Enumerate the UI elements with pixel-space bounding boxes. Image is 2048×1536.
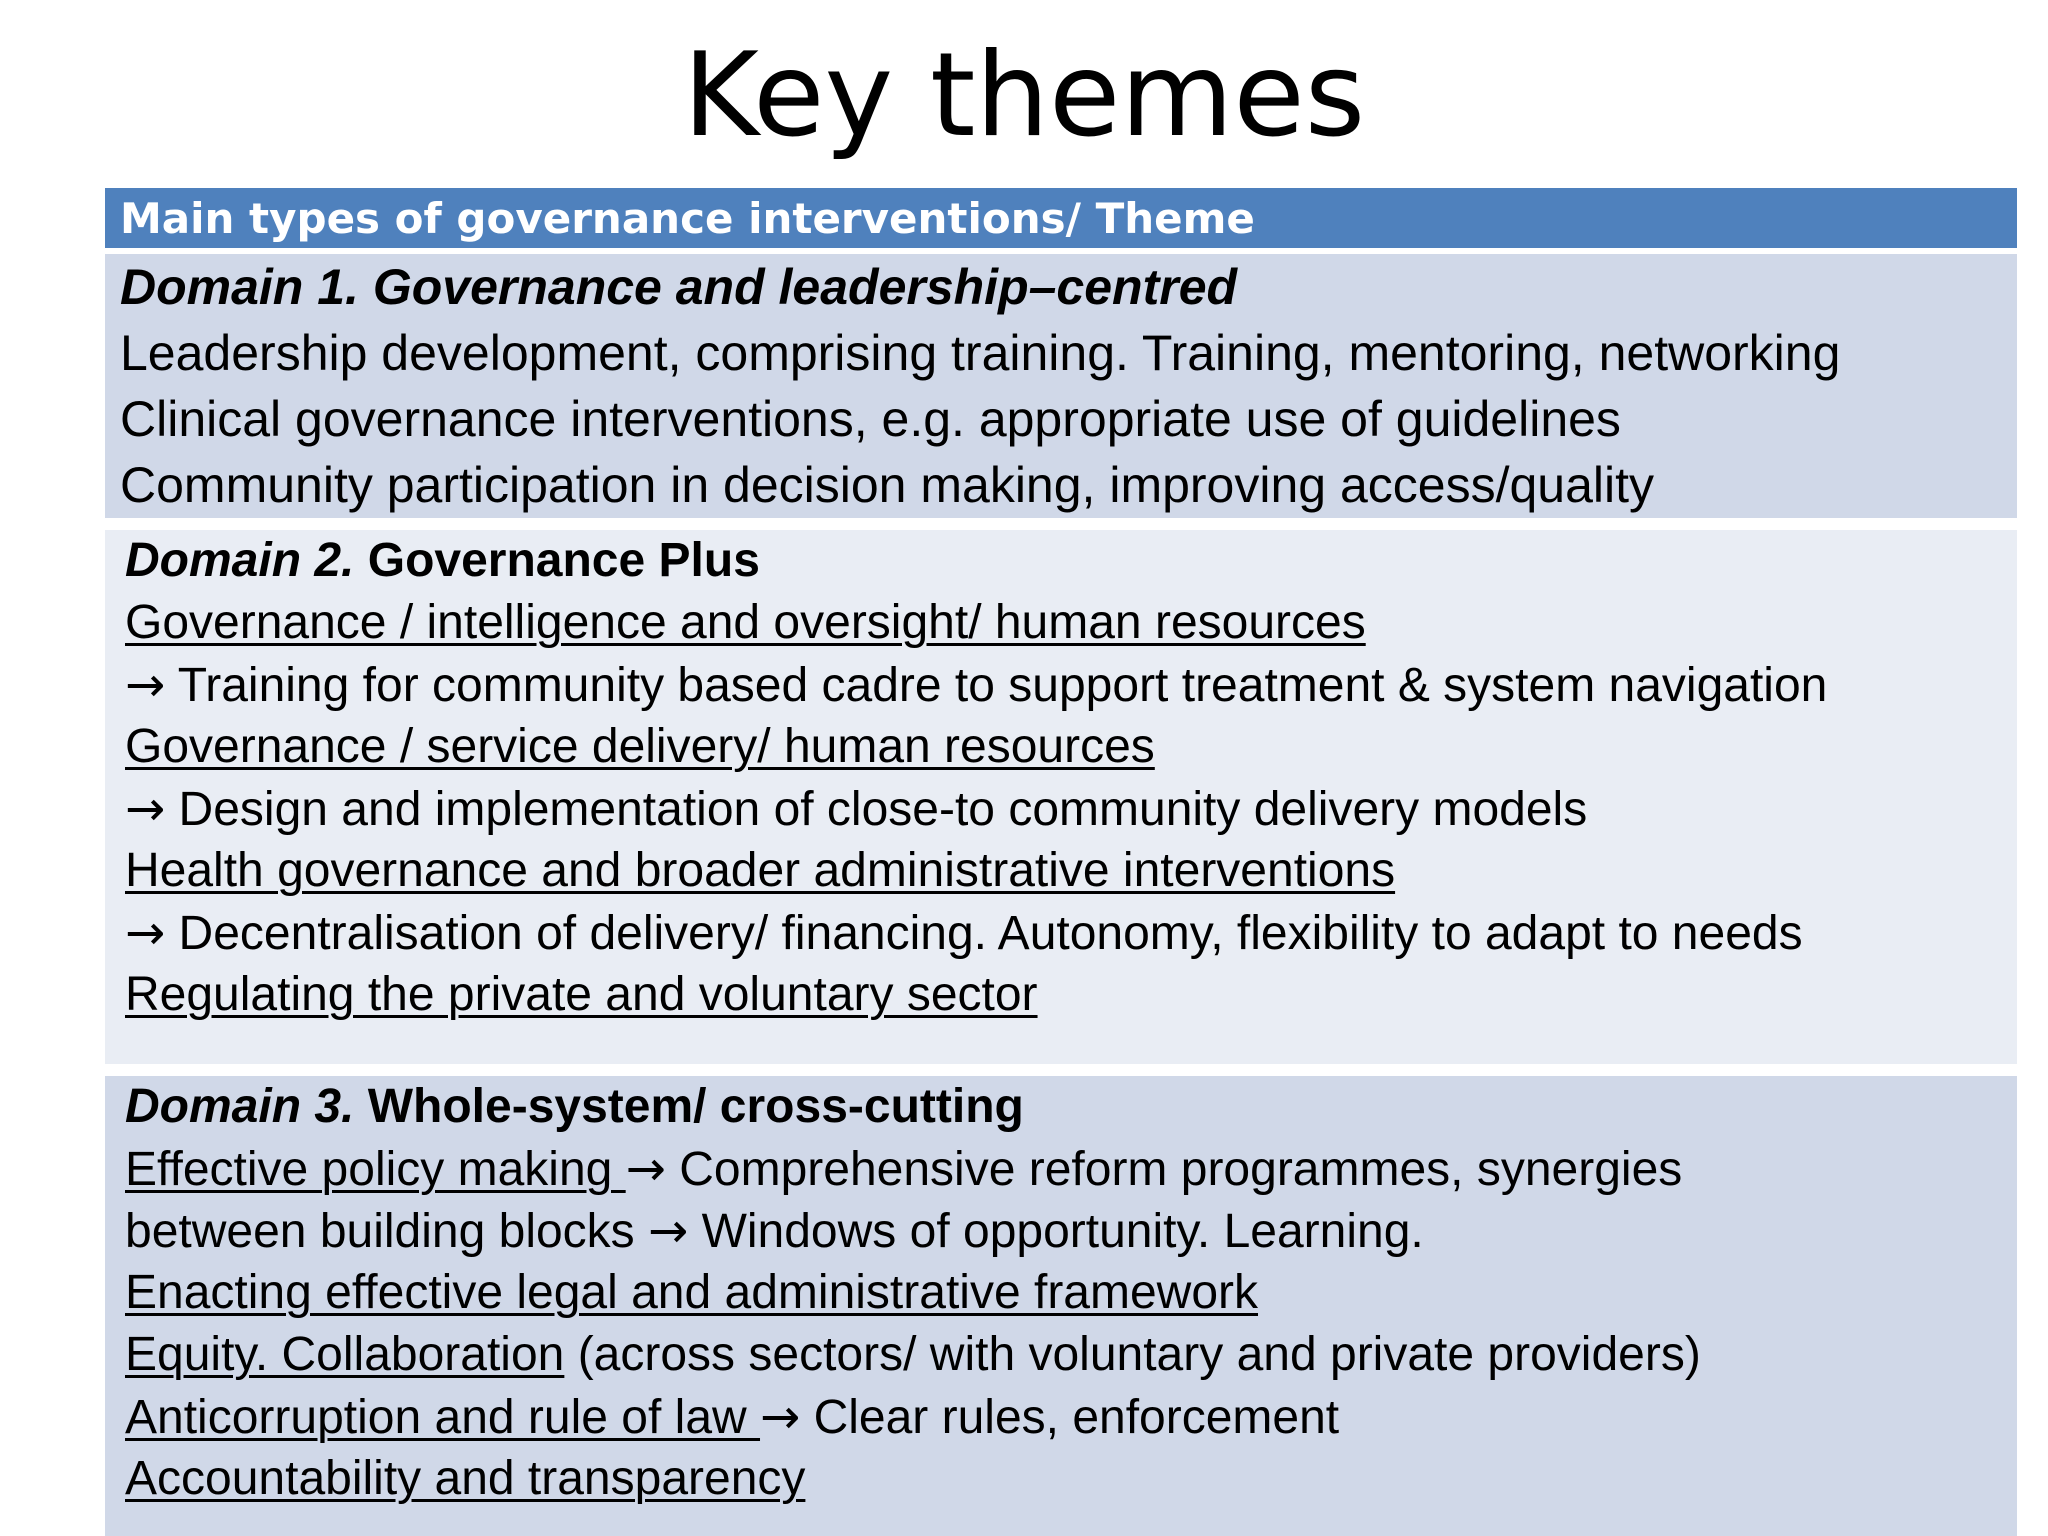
slide-title: Key themes xyxy=(682,28,1366,163)
domain-1-line-3: Community participation in decision making, improving access/quality xyxy=(120,457,1655,513)
theme-regulating-sector: Regulating the private and voluntary sector xyxy=(125,968,1038,1021)
theme-service-delivery: Governance / service delivery/ human resources xyxy=(125,720,1155,773)
domain-2-theme-4 xyxy=(125,964,2017,1026)
domain-3-legal-line xyxy=(125,1262,2017,1324)
theme-accountability: Accountability and transparency xyxy=(125,1452,806,1505)
arrow-icon: → xyxy=(125,657,166,713)
detail-reform-programmes: Comprehensive reform programmes, synergies xyxy=(665,1143,1683,1196)
detail-windows-opportunity: Windows of opportunity. Learning. xyxy=(688,1205,1424,1258)
arrow-icon: → xyxy=(760,1389,801,1445)
arrow-icon: → xyxy=(125,781,166,837)
domain-1-line-1: Leadership development, comprising training. Training, mentoring, networking xyxy=(120,325,1841,381)
arrow-icon: → xyxy=(125,905,166,961)
domain-1-heading: Domain 1. Governance and leadership–centred xyxy=(120,259,1238,315)
detail-across-sectors: (across sectors/ with voluntary and private providers) xyxy=(564,1328,1701,1381)
domain-2-heading xyxy=(125,530,2017,592)
detail-decentralisation: Decentralisation of delivery/ financing. Autonomy, flexibility to adapt to needs xyxy=(165,907,1803,960)
domain-3-heading xyxy=(125,1076,2017,1138)
theme-policy-making: Effective policy making xyxy=(125,1143,626,1196)
domain-1-line-2: Clinical governance interventions, e.g. appropriate use of guidelines xyxy=(120,391,1621,447)
domain-2-detail-1 xyxy=(125,654,2017,716)
theme-intelligence-oversight: Governance / intelligence and oversight/ human resources xyxy=(125,596,1366,649)
detail-building-blocks: between building blocks xyxy=(125,1205,649,1258)
themes-table xyxy=(105,188,2017,1536)
theme-legal-framework: Enacting effective legal and administrative framework xyxy=(125,1266,1259,1319)
theme-equity-collaboration: Equity. Collaboration xyxy=(125,1328,565,1381)
theme-administrative-interventions: Health governance and broader administrative interventions xyxy=(125,844,1396,897)
arrow-icon: → xyxy=(625,1141,666,1197)
domain-2-theme-1 xyxy=(125,592,2017,654)
domain-3-label: Domain 3. xyxy=(125,1080,355,1133)
domain-2-detail-3 xyxy=(125,902,2017,964)
domain-1-row xyxy=(105,254,2017,518)
domain-3-title: Whole-system/ cross-cutting xyxy=(354,1080,1024,1133)
theme-anticorruption: Anticorruption and rule of law xyxy=(125,1391,761,1444)
detail-delivery-models: Design and implementation of close-to community delivery models xyxy=(165,783,1588,836)
detail-clear-rules: Clear rules, enforcement xyxy=(800,1391,1340,1444)
table-header: Main types of governance interventions/ Theme xyxy=(105,188,2017,248)
domain-2-theme-3 xyxy=(125,840,2017,902)
domain-3-accountability-line xyxy=(125,1448,2017,1510)
domain-2-row xyxy=(105,530,2017,1064)
arrow-icon: → xyxy=(648,1203,689,1259)
domain-3-policy-line-2 xyxy=(125,1200,2017,1262)
domain-3-row xyxy=(105,1076,2017,1536)
domain-2-theme-2 xyxy=(125,716,2017,778)
domain-2-label: Domain 2. xyxy=(125,534,355,587)
domain-3-policy-line-1 xyxy=(125,1138,2017,1200)
domain-2-detail-2 xyxy=(125,778,2017,840)
domain-3-anticorruption-line xyxy=(125,1386,2017,1448)
detail-training-cadre: Training for community based cadre to support treatment & system navigation xyxy=(165,659,1828,712)
domain-2-title: Governance Plus xyxy=(354,534,760,587)
domain-3-equity-line xyxy=(125,1324,2017,1386)
